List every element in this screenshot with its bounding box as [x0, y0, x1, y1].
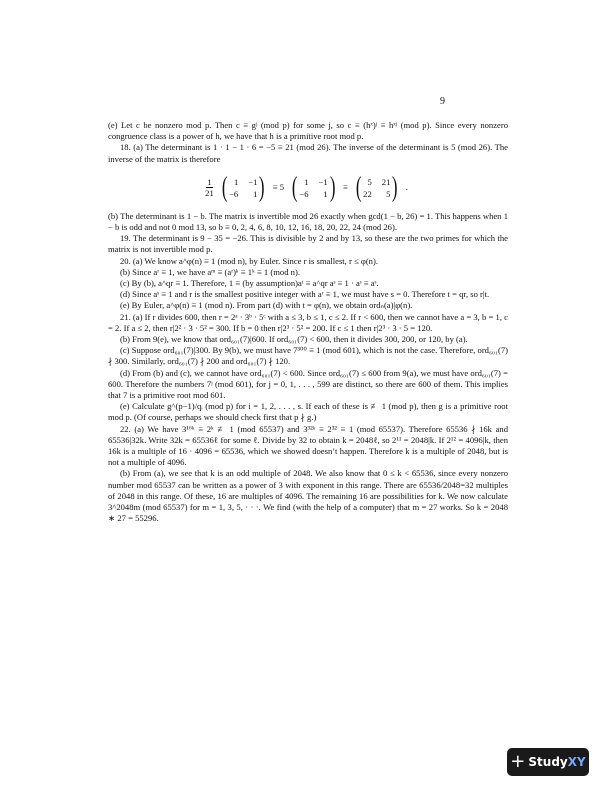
right-paren: ) [329, 171, 336, 203]
paragraph-21b: (b) From 9(e), we know that ord₆₀₁(7)|600. If ord₆₀₁(7) < 600, then it divides 300, 200, or 120, by (a). [120, 334, 468, 345]
page-number: 9 [440, 96, 445, 107]
fraction-denominator: 21 [205, 188, 214, 199]
paragraph-18b: (b) The determinant is 1 − b. The matrix is invertible mod 26 exactly when gcd(1 − b, 26) = 1. This happens when 1 − b is odd and not 0 mod 13, so b ≡ 0, 2, 4, 6, 8, 10, 12, 16, 18, 20, 22, 24 (mod 26). [108, 210, 508, 233]
paragraph-18a: 18. (a) The determinant is 1 · 1 − 1 · 6 = −5 ≡ 21 (mod 26). The inverse of the determinant is 5 (mod 26). The inverse of the matrix is therefore [108, 142, 508, 164]
matrix-cell: 5 [367, 176, 372, 187]
right-paren: ) [259, 171, 265, 203]
fraction-numerator: 1 [207, 177, 212, 188]
paragraph-20b: (b) Since aʳ ≡ 1, we have aᵐ ≡ (aʳ)ᵏ ≡ 1ᵏ ≡ 1 (mod n). [120, 266, 300, 277]
matrix-cell: 1 [323, 188, 328, 199]
paragraph-21c: (c) Suppose ord₆₀₁(7)|300. By 9(b), we must have 7³⁰⁰ ≡ 1 (mod 601), which is not the case. Therefore, ord₆₀₁(7) ∤ 300. Similarly, ord₆₀₁(7) ∤ 200 and ord₆₀₁(7) ∤ 120. [108, 345, 508, 367]
matrix-1 [220, 171, 267, 203]
matrix-cell: −1 [248, 176, 258, 187]
equiv-text-1: ≡ 5 [272, 182, 285, 193]
left-paren: ( [355, 171, 362, 203]
matrix-cell: 5 [386, 188, 391, 199]
left-paren: ( [291, 171, 298, 203]
logo-text: Study [528, 755, 568, 769]
paragraph-22a: 22. (a) We have 3¹⁶ᵏ ≡ 2ᵏ ≢ 1 (mod 65537) and 3³²ᵏ ≡ 2³² ≡ 1 (mod 65537). Therefore 65536 ∤ 16k and 65536|32k. Write 32k = 65536ℓ for some ℓ. Divide by 32 to obtain k = 2048ℓ, so 2¹¹ = 2048|k. If 2¹² = 4096|k, then 16k is a multiple of 16 · 4096 = 65536, which we showed doesn’t happen. Therefore k is a multiple of 2048, but is not a multiple of 4096. [108, 423, 508, 468]
matrix-inverse-equation [108, 167, 508, 209]
logo-text-accent: XY [567, 755, 586, 769]
plus-icon: + [510, 751, 526, 772]
matrix-cell: −6 [299, 188, 309, 199]
matrix-cell: −1 [318, 176, 328, 187]
paragraph-20e: (e) By Euler, a^φ(n) ≡ 1 (mod n). From part (d) with t = φ(n), we obtain ordₙ(a)|φ(n). [120, 300, 413, 311]
matrix-cell: 21 [381, 176, 391, 187]
paragraph-21a: 21. (a) If r divides 600, then r = 2ᵃ · 3ᵇ · 5ᶜ with a ≤ 3, b ≤ 1, c ≤ 2. If r < 600, then we cannot have a = 3, b = 1, c = 2. If a ≤ 2, then r|2² · 3 · 5² = 300. If b = 0 then r|2³ · 5² = 200. If c ≤ 1 then r|2³ · 3 · 5 = 120. [108, 311, 508, 333]
paragraph-20d: (d) Since aˢ ≡ 1 and r is the smallest positive integer with aʳ ≡ 1, we must have s = 0. Therefore t = qr, so r|t. [120, 289, 490, 300]
paragraph-17e: (e) Let c be nonzero mod p. Then c ≡ gʲ (mod p) for some j, so c ≡ (hˣ)ʲ ≡ hˣʲ (mod p). Since every nonzero congruence class is a power of h, we have that h is a primitive root mod p. [108, 120, 508, 142]
paragraph-21d: (d) From (b) and (c), we cannot have ord₆₀₁(7) < 600. Since ord₆₀₁(7) ≤ 600 from 9(a), we must have ord₆₀₁(7) = 600. Therefore the numbers 7ʲ (mod 601), for j = 0, 1, . . . , 599 are distinct, so there are 600 of them. This implies that 7 is a primitive root mod 601. [108, 367, 508, 401]
studyxy-logo [507, 748, 589, 776]
paragraph-22b: (b) From (a), we see that k is an odd multiple of 2048. We also know that 0 ≤ k < 65536, since every nonzero number mod 65537 can be written as a power of 3 with exponent in this range. There are 65536/2048=32 multiples of 2048 in this range. Of these, 16 are multiples of 4096. The remaining 16 are possibilities for k. We now calculate 3^2048m (mod 65537) for m = 1, 3, 5, · · ·. We find (with the help of a computer) that m = 27 works. So k = 2048 ∗ 27 = 55296. [108, 468, 508, 524]
matrix-2 [290, 171, 337, 203]
fraction-one-over-21 [205, 177, 214, 198]
solutions-text [108, 120, 508, 525]
matrix-3 [354, 171, 400, 203]
paragraph-21e: (e) Calculate g^(p−1)/qᵢ (mod p) for i = 1, 2, . . . , s. If each of these is ≢ 1 (mod p), then g is a primitive root mod p. (Of course, perhaps we should check first that p ∤ g.) [108, 401, 508, 423]
matrix-cell: 22 [363, 188, 372, 199]
paragraph-20a: 20. (a) We know a^φ(n) ≡ 1 (mod n), by Euler. Since r is smallest, r ≤ φ(n). [120, 255, 378, 266]
matrix-cell: 1 [253, 188, 258, 199]
matrix-cell: −6 [229, 188, 239, 199]
equiv-text-2: ≡ [342, 182, 348, 193]
matrix-cell: 1 [233, 176, 239, 187]
paragraph-19: 19. The determinant is 9 − 35 = −26. This is divisible by 2 and by 13, so these are the two primes for which the matrix is not invertible mod p. [108, 233, 508, 255]
left-paren: ( [221, 171, 228, 203]
right-paren: ) [392, 171, 398, 203]
matrix-cell: 1 [304, 176, 309, 187]
paragraph-20c: (c) By (b), a^qr ≡ 1. Therefore, 1 ≡ (by assumption)aᵗ ≡ a^qr aˢ ≡ 1 · aˢ ≡ aˢ. [120, 278, 379, 289]
equation-period: . [405, 182, 408, 193]
